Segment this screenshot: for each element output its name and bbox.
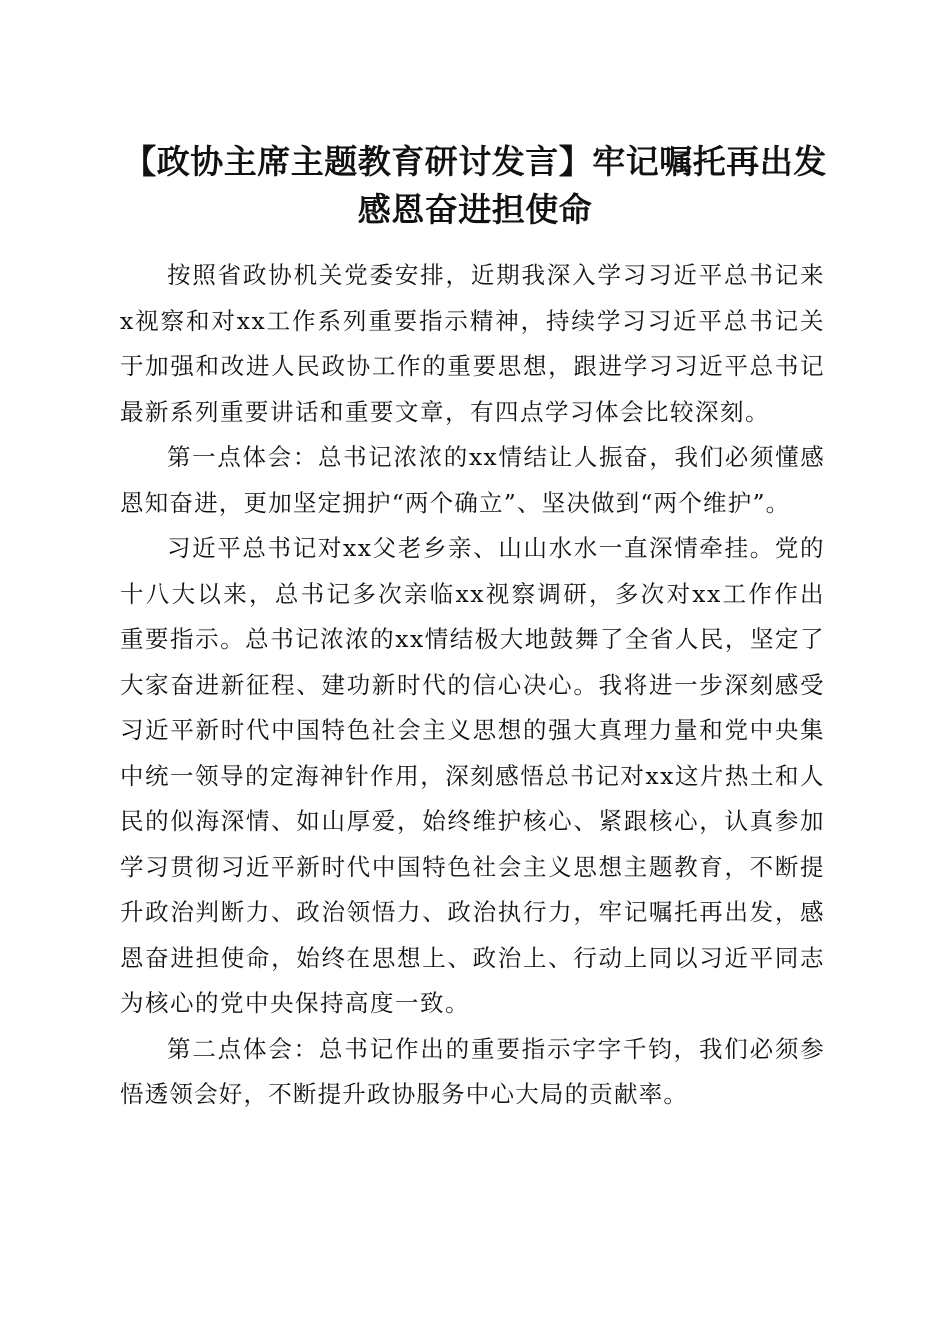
intro-paragraph: 按照省政协机关党委安排，近期我深入学习习近平总书记来x视察和对xx工作系列重要指示精神，持续学习习近平总书记关于加强和改进人民政协工作的重要思想，跟进学习习近平总书记最新系列重要讲话和重要文章，有四点学习体会比较深刻。 xyxy=(120,261,825,426)
point-two-heading: 第二点体会：总书记作出的重要指示字字千钧，我们必须参悟透领会好，不断提升政协服务中心大局的贡献率。 xyxy=(120,1034,825,1108)
point-one-body: 习近平总书记对xx父老乡亲、山山水水一直深情牵挂。党的十八大以来，总书记多次亲临xx视察调研，多次对xx工作作出重要指示。总书记浓浓的xx情结极大地鼓舞了全省人民，坚定了大家奋进新征程、建功新时代的信心决心。我将进一步深刻感受习近平新时代中国特色社会主义思想的强大真理力量和党中央集中统一领导的定海神针作用，深刻感悟总书记对xx这片热土和人民的似海深情、如山厚爱，始终维护核心、紧跟核心，认真参加学习贯彻习近平新时代中国特色社会主义思想主题教育，不断提升政治判断力、政治领悟力、政治执行力，牢记嘱托再出发，感恩奋进担使命，始终在思想上、政治上、行动上同以习近平同志为核心的党中央保持高度一致。 xyxy=(120,534,825,1017)
point-one-heading: 第一点体会：总书记浓浓的xx情结让人振奋，我们必须懂感恩知奋进，更加坚定拥护“两个确立”、坚决做到“两个维护”。 xyxy=(120,443,825,517)
document-title: 【政协主席主题教育研讨发言】牢记嘱托再出发感恩奋进担使命 xyxy=(123,142,827,229)
document-body xyxy=(120,253,825,1118)
